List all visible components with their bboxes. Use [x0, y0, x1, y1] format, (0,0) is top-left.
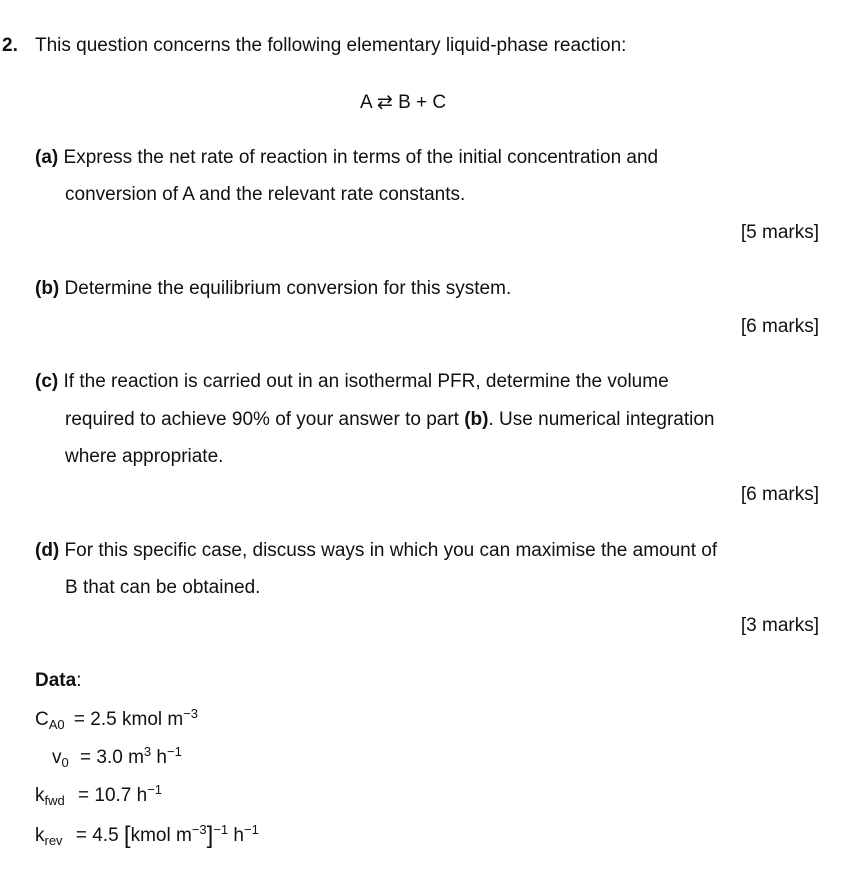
part-b-marks: [6 marks]	[740, 316, 819, 337]
ca0-value: = 2.5 kmol m	[73, 709, 184, 730]
krev-tail-unit: h	[228, 825, 245, 846]
part-a-line1: Express the net rate of reaction in terms of the initial concentration and	[63, 147, 659, 168]
part-c-line2-pre: required to achieve 90% of your answer to part	[65, 409, 465, 430]
krev-value: = 4.5	[75, 825, 124, 846]
question-intro: This question concerns the following elementary liquid-phase reaction:	[35, 35, 627, 56]
part-c-line2-ref: (b)	[464, 409, 489, 430]
krev-close-bracket: ]	[206, 822, 214, 849]
question-number: 2.	[2, 35, 18, 56]
part-c-line1: If the reaction is carried out in an isothermal PFR, determine the volume	[63, 371, 669, 392]
part-c-line2	[65, 409, 715, 431]
part-d-label: (d)	[35, 540, 60, 561]
part-c-label: (c)	[35, 371, 59, 392]
kfwd-symbol: k	[35, 785, 45, 806]
part-d	[35, 540, 717, 562]
part-c	[35, 371, 669, 393]
part-d-line1: For this specific case, discuss ways in which you can maximise the amount of	[64, 540, 718, 561]
v0-subscript: 0	[61, 755, 69, 770]
data-heading-label: Data	[35, 670, 77, 691]
part-c-marks: [6 marks]	[740, 484, 819, 505]
v0-value: = 3.0 m	[80, 747, 144, 768]
krev-inner-unit: kmol m	[130, 825, 192, 846]
kfwd-value: = 10.7 h	[78, 785, 148, 806]
part-a-label: (a)	[35, 147, 59, 168]
kfwd-subscript: fwd	[44, 793, 65, 808]
data-krev	[35, 822, 259, 849]
krev-symbol: k	[35, 825, 45, 846]
krev-inner-exponent: −3	[191, 822, 207, 837]
part-a	[35, 147, 658, 169]
reaction-reactant: A	[360, 92, 372, 113]
v0-exponent-1: 3	[143, 744, 152, 759]
data-v0	[52, 744, 182, 770]
krev-open-bracket: [	[123, 822, 131, 849]
v0-symbol: v	[52, 747, 62, 768]
part-d-line2: B that can be obtained.	[65, 577, 261, 598]
krev-tail-exponent: −1	[244, 822, 259, 837]
kfwd-exponent: −1	[147, 782, 163, 797]
v0-unit-h: h	[151, 747, 168, 768]
reaction-products: B + C	[398, 92, 447, 113]
ca0-subscript: A0	[48, 717, 65, 732]
krev-subscript: rev	[44, 833, 63, 848]
data-heading	[35, 670, 81, 692]
part-b-label: (b)	[35, 278, 60, 299]
krev-outer-exponent: −1	[213, 822, 229, 837]
part-b	[35, 278, 511, 300]
part-a-marks: [5 marks]	[740, 222, 819, 243]
equilibrium-arrow-icon: ⇄	[376, 92, 393, 113]
reaction-equation	[360, 91, 446, 114]
data-heading-colon: :	[76, 670, 82, 691]
v0-exponent-2: −1	[167, 744, 182, 759]
data-ca0	[35, 706, 199, 732]
part-a-line2: conversion of A and the relevant rate constants.	[65, 184, 466, 205]
part-c-line2-post: . Use numerical integration	[488, 409, 715, 430]
part-b-line1: Determine the equilibrium conversion for this system.	[64, 278, 512, 299]
data-kfwd	[35, 782, 163, 808]
part-d-marks: [3 marks]	[740, 615, 819, 636]
ca0-symbol: C	[35, 709, 49, 730]
ca0-exponent: −3	[183, 706, 199, 721]
part-c-line3: where appropriate.	[65, 446, 224, 467]
